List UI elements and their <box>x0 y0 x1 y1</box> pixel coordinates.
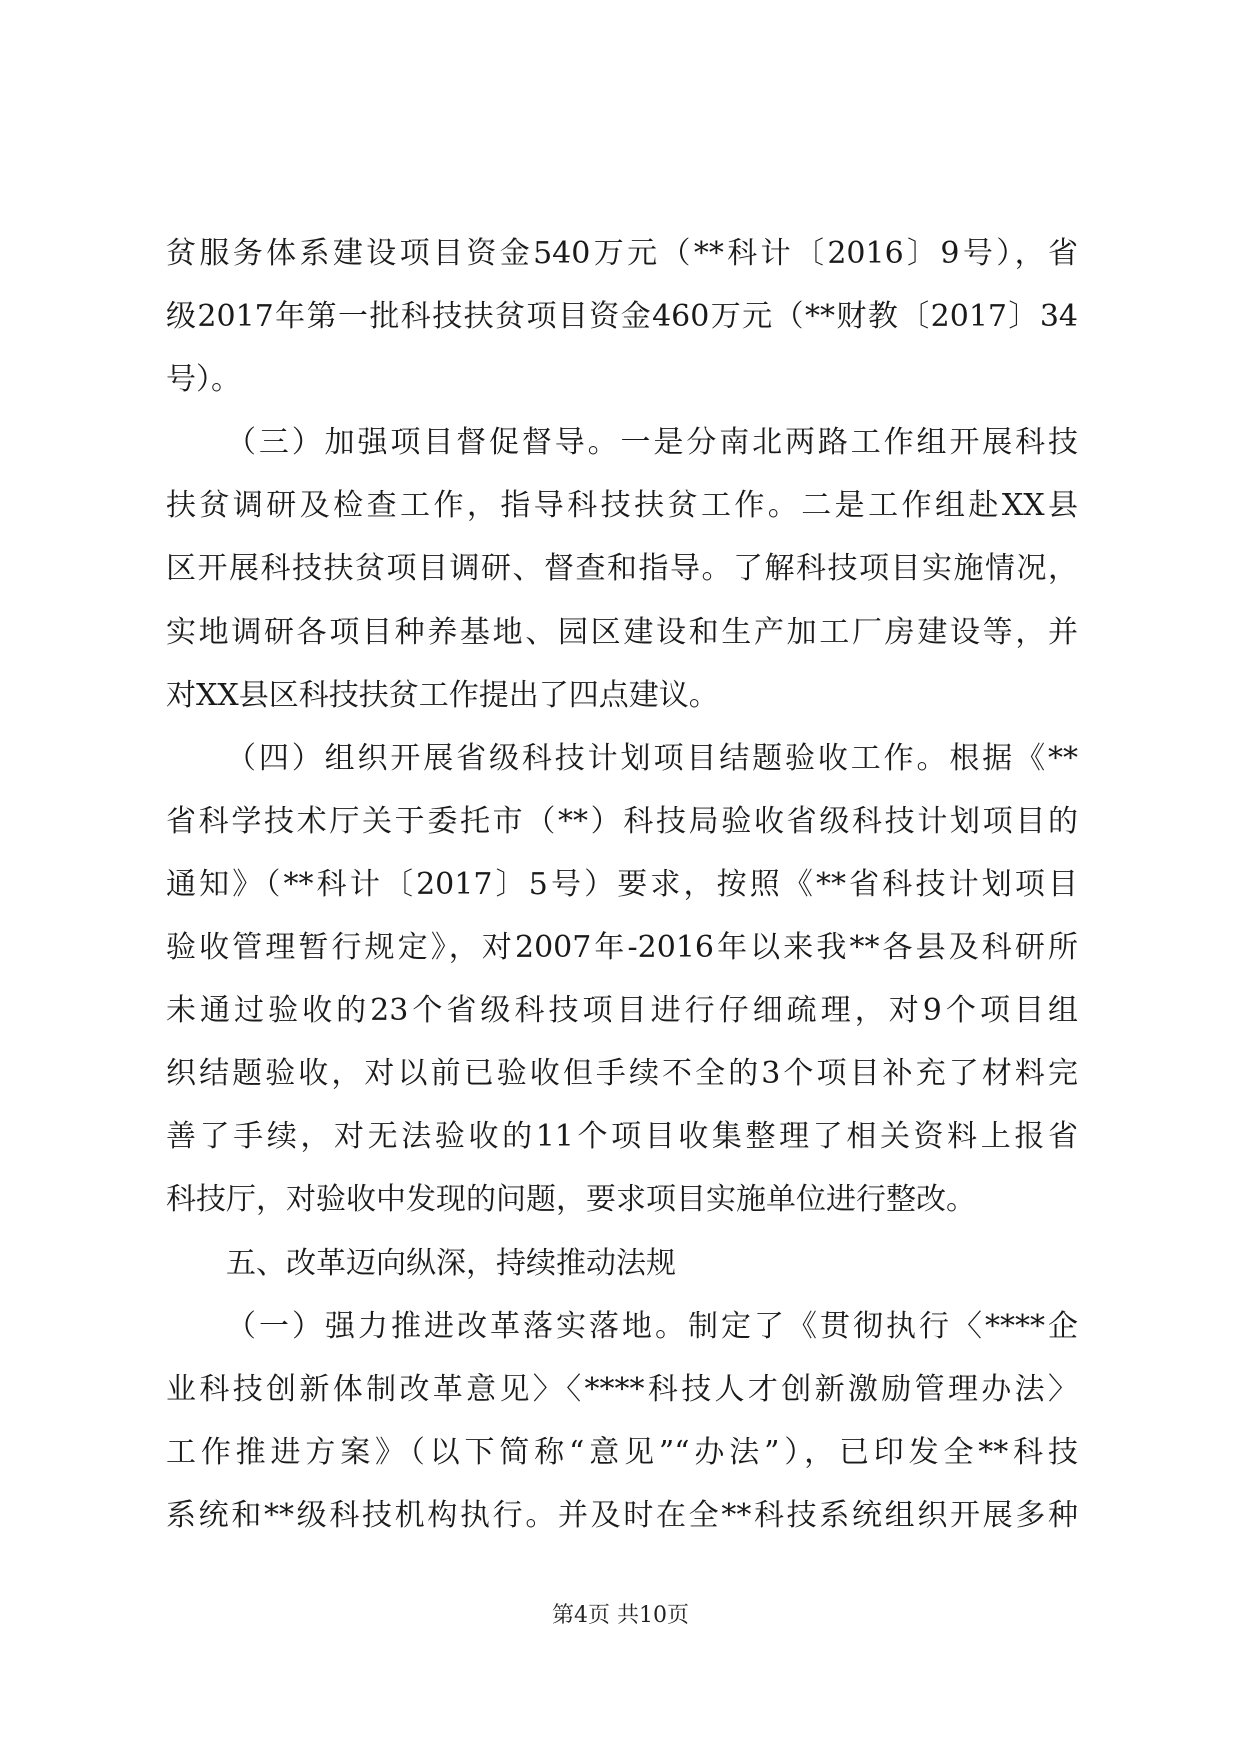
text-line: 贫服务体系建设项目资金540万元（**科计〔2016〕9号），省 <box>166 236 1078 271</box>
text-line: 扶贫调研及检查工作，指导科技扶贫工作。二是工作组赴XX县 <box>166 488 1078 524</box>
text-line: 系统和**级科技机构执行。并及时在全**科技系统组织开展多种 <box>166 1497 1078 1533</box>
text-line: 区开展科技扶贫项目调研、督查和指导。了解科技项目实施情况， <box>166 551 1078 587</box>
text-line: 业科技创新体制改革意见〉〈****科技人才创新激励管理办法〉 <box>166 1371 1078 1407</box>
text-line: 未通过验收的23个省级科技项目进行仔细疏理，对9个项目组 <box>166 993 1078 1029</box>
text-line: 级2017年第一批科技扶贫项目资金460万元（**财教〔2017〕34 <box>166 299 1078 335</box>
page-footer: 第4页 共10页 <box>552 1603 689 1628</box>
text-line: 省科学技术厅关于委托市（**）科技局验收省级科技计划项目的 <box>166 803 1078 839</box>
text-line: 工作推进方案》（以下简称“意见”“办法”），已印发全**科技 <box>166 1434 1078 1470</box>
text-line: 号）。 <box>166 362 241 398</box>
text-line: 验收管理暂行规定》，对2007年-2016年以来我**各县及科研所 <box>166 930 1078 966</box>
text-line: 通知》（**科计〔2017〕5号）要求，按照《**省科技计划项目 <box>166 866 1078 902</box>
text-line: 实地调研各项目种养基地、园区建设和生产加工厂房建设等，并 <box>166 614 1078 650</box>
text-line: 科技厅，对验收中发现的问题，要求项目实施单位进行整改。 <box>166 1182 976 1218</box>
text-line: 织结题验收，对以前已验收但手续不全的3个项目补充了材料完 <box>166 1056 1078 1092</box>
text-line: （三）加强项目督促督导。一是分南北两路工作组开展科技 <box>226 425 1078 461</box>
text-line: 五、改革迈向纵深，持续推动法规 <box>226 1245 676 1281</box>
body-text <box>166 222 1078 1547</box>
text-line: （四）组织开展省级科技计划项目结题验收工作。根据《** <box>226 740 1078 776</box>
text-line: 善了手续，对无法验收的11个项目收集整理了相关资料上报省 <box>166 1119 1078 1155</box>
text-line: 对XX县区科技扶贫工作提出了四点建议。 <box>166 677 719 713</box>
text-line: （一）强力推进改革落实落地。制定了《贯彻执行〈****企 <box>226 1308 1078 1344</box>
